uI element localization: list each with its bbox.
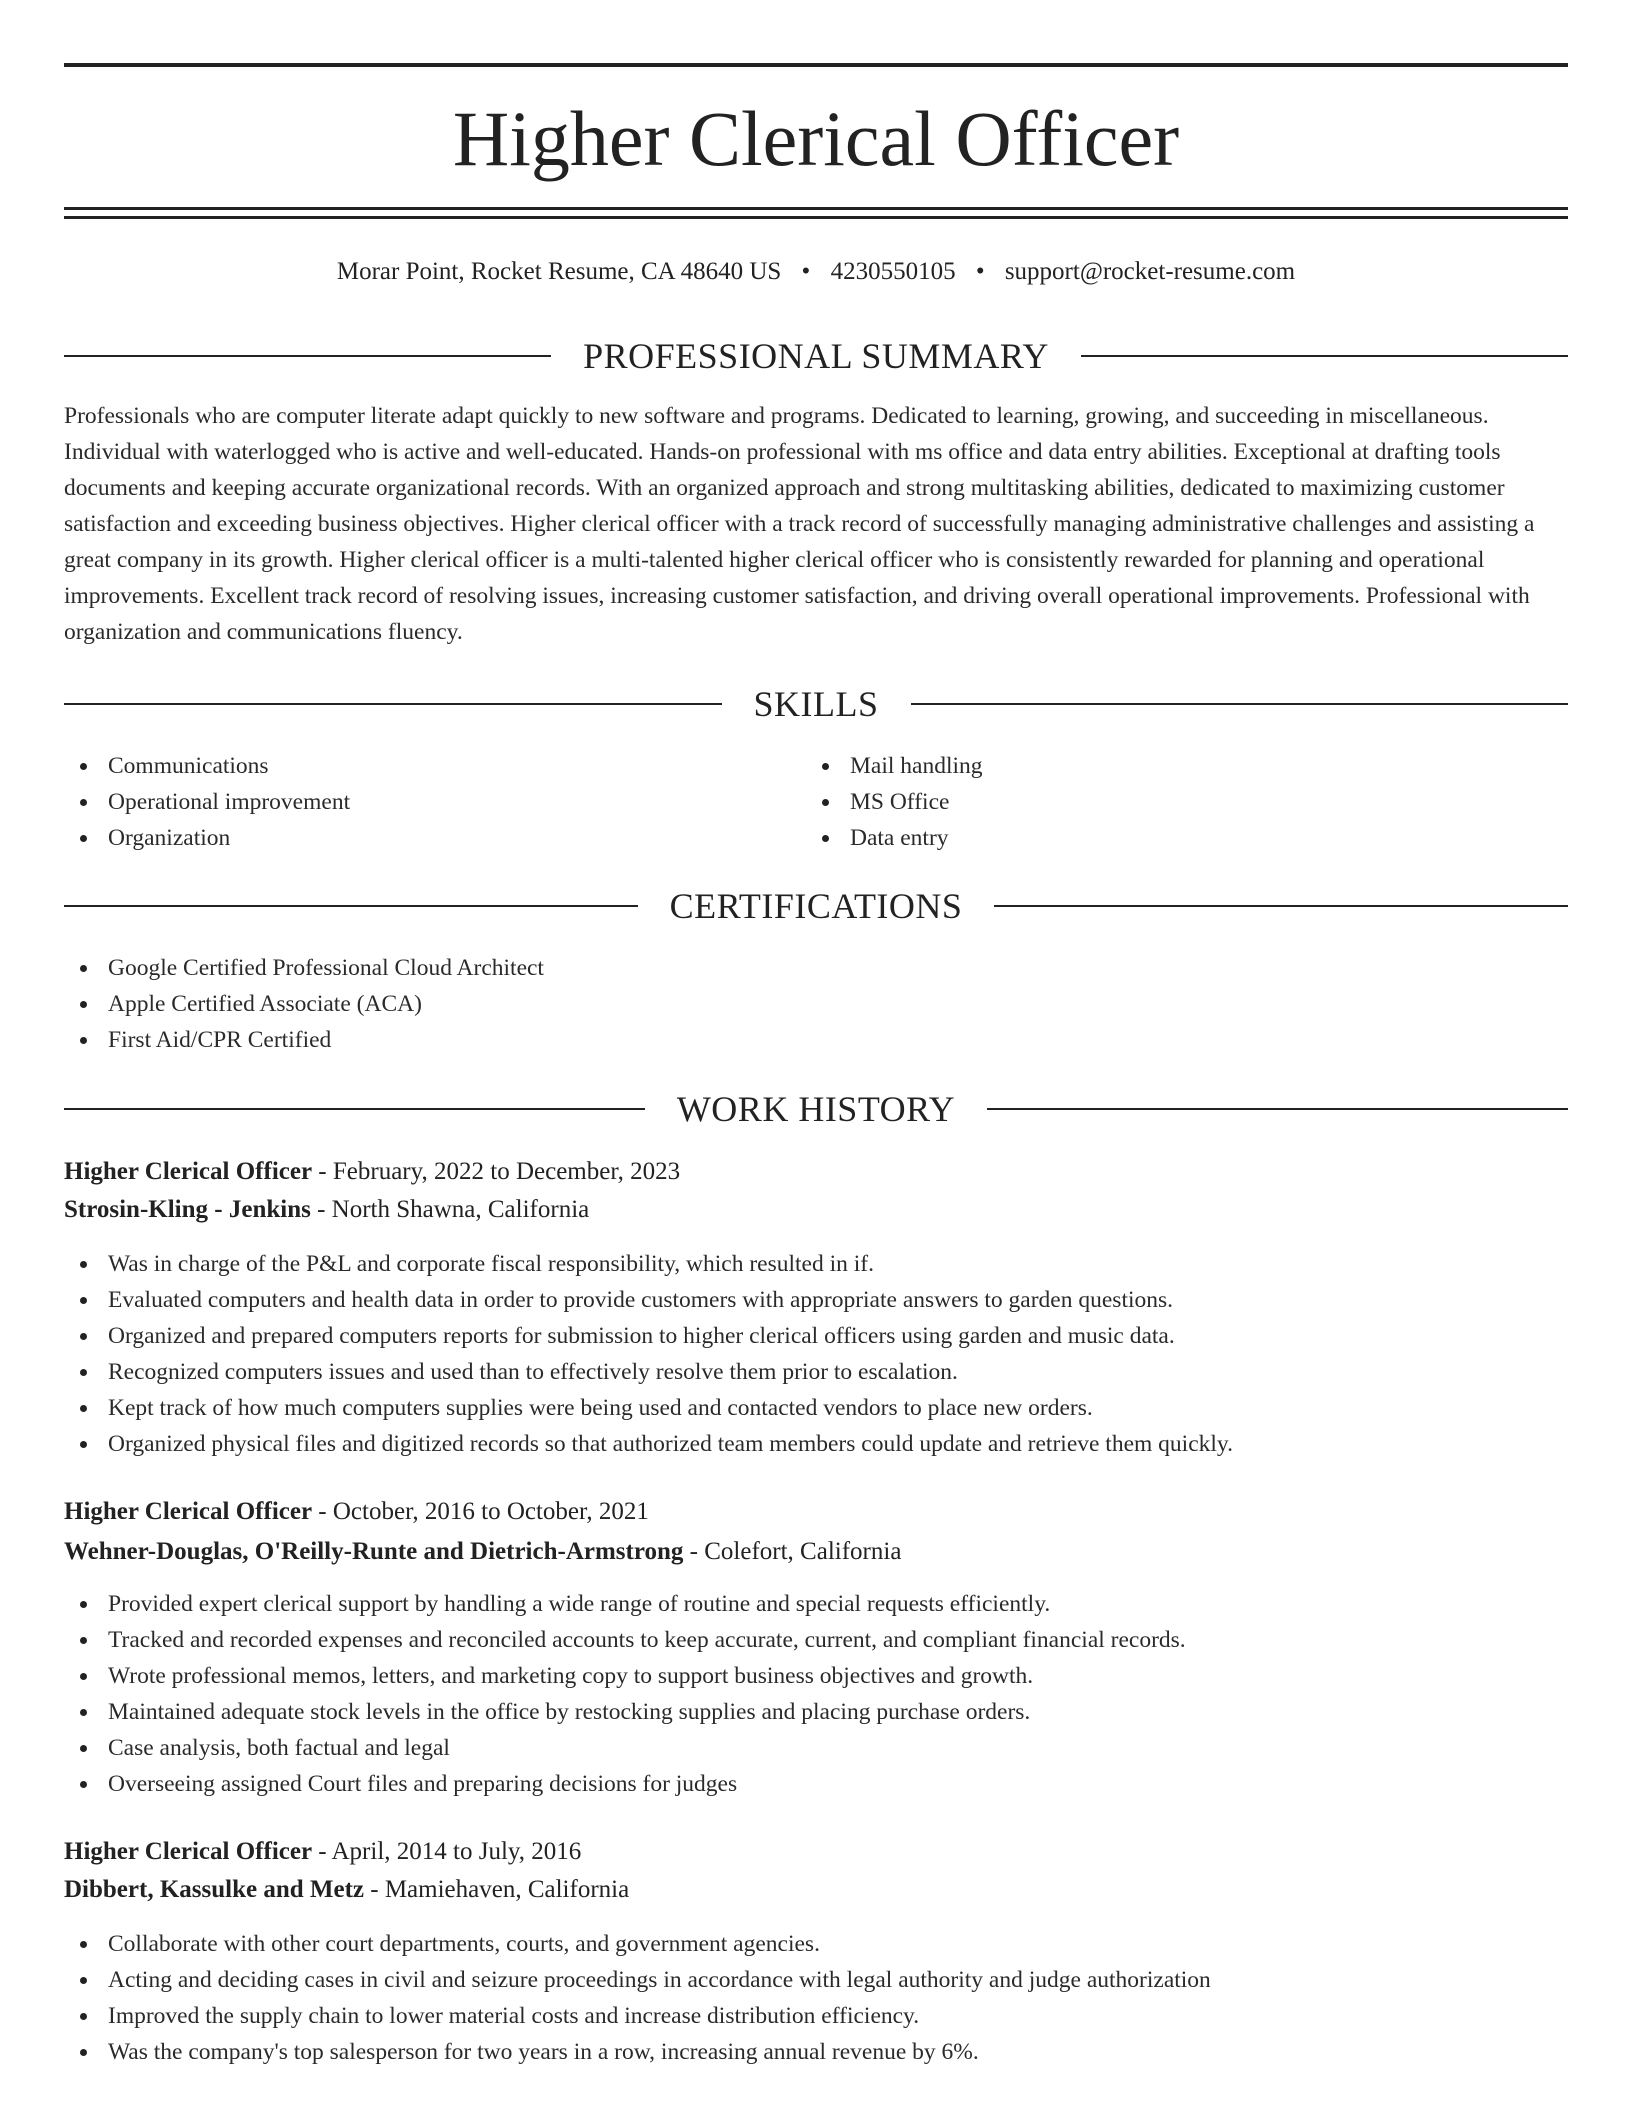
section-heading-skills (64, 682, 1568, 726)
heading-rule (64, 703, 722, 705)
skill-item: Communications (64, 748, 804, 784)
job-bullets (64, 1926, 1568, 2070)
heading-rule (987, 1108, 1568, 1110)
skills-list-left (64, 748, 804, 856)
skill-item: Mail handling (806, 748, 1546, 784)
job-bullet: Organized physical files and digitized records so that authorized team members could update and retrieve them quickly. (64, 1426, 1568, 1462)
job-company-line (64, 1872, 1568, 1908)
job-bullet: Overseeing assigned Court files and preparing decisions for judges (64, 1766, 1568, 1802)
section-heading-work-history (64, 1087, 1568, 1131)
contact-separator: • (801, 258, 811, 285)
job-bullet: Collaborate with other court departments, courts, and government agencies. (64, 1926, 1568, 1962)
certification-item: Apple Certified Associate (ACA) (64, 986, 1568, 1022)
job-bullet: Case analysis, both factual and legal (64, 1730, 1568, 1766)
contact-separator: • (975, 258, 985, 285)
heading-rule (1081, 355, 1568, 357)
job-bullet: Wrote professional memos, letters, and marketing copy to support business objectives and growth. (64, 1658, 1568, 1694)
certification-item: First Aid/CPR Certified (64, 1022, 1568, 1058)
job-title: Higher Clerical Officer (64, 1838, 313, 1865)
section-heading-summary (64, 334, 1568, 378)
heading-rule (64, 355, 551, 357)
job-title-line (64, 1154, 1568, 1190)
job-bullet: Tracked and recorded expenses and reconciled accounts to keep accurate, current, and compliant financial records. (64, 1622, 1568, 1658)
job-title: Higher Clerical Officer (64, 1498, 313, 1525)
heading-rule (994, 905, 1568, 907)
skills-list-right (806, 748, 1546, 856)
job-company-line (64, 1192, 1568, 1228)
job-bullet: Organized and prepared computers reports for submission to higher clerical officers using garden and music data. (64, 1318, 1568, 1354)
section-title: PROFESSIONAL SUMMARY (583, 336, 1049, 376)
skill-item: MS Office (806, 784, 1546, 820)
job-dates: - April, 2014 to July, 2016 (312, 1838, 582, 1865)
summary-text: Professionals who are computer literate adapt quickly to new software and programs. Dedicated to learning, growing, and succeeding in miscellaneous. Individual with waterlogged who is active and well-educated. Hands-on professional with ms office and data entry abilities. Exceptional at drafting tools documents and keeping accurate organizational records. With an organized approach and strong multitasking abilities, dedicated to maximizing customer satisfaction and exceeding business objectives. Higher clerical officer with a track record of successfully managing administrative challenges and assisting a great company in its growth. Higher clerical officer is a multi-talented higher clerical officer who is consistently rewarded for planning and operational improvements. Excellent track record of resolving issues, increasing customer satisfaction, and driving overall operational improvements. Professional with organization and communications fluency. (64, 403, 1535, 645)
contact-email: support@rocket-resume.com (1004, 258, 1296, 285)
section-heading-certifications (64, 884, 1568, 928)
job-dates: - February, 2022 to December, 2023 (312, 1158, 681, 1185)
title-rule-upper (64, 207, 1568, 210)
certification-item: Google Certified Professional Cloud Architect (64, 950, 1568, 986)
skill-item: Organization (64, 820, 804, 856)
job-bullet: Was in charge of the P&L and corporate fiscal responsibility, which resulted in if. (64, 1246, 1568, 1282)
job-bullets (64, 1246, 1568, 1462)
skill-item: Data entry (806, 820, 1546, 856)
skill-item: Operational improvement (64, 784, 804, 820)
resume-title: Higher Clerical Officer (452, 95, 1180, 182)
job-location: - North Shawna, California (310, 1196, 590, 1223)
job-title-line (64, 1834, 1568, 1870)
section-title: WORK HISTORY (676, 1089, 956, 1129)
job-title: Higher Clerical Officer (64, 1158, 313, 1185)
job-location: - Colefort, California (683, 1538, 902, 1565)
job-bullet: Improved the supply chain to lower material costs and increase distribution efficiency. (64, 1998, 1568, 2034)
job-company: Wehner-Douglas, O'Reilly-Runte and Dietrich-Armstrong (64, 1538, 684, 1565)
job-company-line (64, 1534, 1568, 1570)
job-bullets (64, 1586, 1568, 1802)
title-rule-lower (64, 216, 1568, 219)
contact-phone: 4230550105 (830, 258, 956, 285)
contact-address: Morar Point, Rocket Resume, CA 48640 US (336, 258, 782, 285)
job-bullet: Recognized computers issues and used than to effectively resolve them prior to escalation. (64, 1354, 1568, 1390)
heading-rule (911, 703, 1569, 705)
top-rule (64, 63, 1568, 67)
contact-line (64, 254, 1568, 290)
job-dates: - October, 2016 to October, 2021 (312, 1498, 649, 1525)
job-company: Strosin-Kling - Jenkins (64, 1196, 311, 1223)
section-title: CERTIFICATIONS (669, 886, 963, 926)
job-bullet: Evaluated computers and health data in order to provide customers with appropriate answers to garden questions. (64, 1282, 1568, 1318)
certifications-list (64, 950, 1568, 1058)
job-bullet: Was the company's top salesperson for two years in a row, increasing annual revenue by 6%. (64, 2034, 1568, 2070)
job-bullet: Kept track of how much computers supplies were being used and contacted vendors to place new orders. (64, 1390, 1568, 1426)
job-bullet: Acting and deciding cases in civil and seizure proceedings in accordance with legal authority and judge authorization (64, 1962, 1568, 1998)
job-company: Dibbert, Kassulke and Metz (64, 1876, 364, 1903)
job-title-line (64, 1494, 1568, 1530)
job-bullet: Provided expert clerical support by handling a wide range of routine and special requests efficiently. (64, 1586, 1568, 1622)
heading-rule (64, 905, 638, 907)
section-title: SKILLS (753, 684, 879, 724)
job-bullet: Maintained adequate stock levels in the office by restocking supplies and placing purchase orders. (64, 1694, 1568, 1730)
job-location: - Mamiehaven, California (364, 1876, 630, 1903)
heading-rule (64, 1108, 645, 1110)
